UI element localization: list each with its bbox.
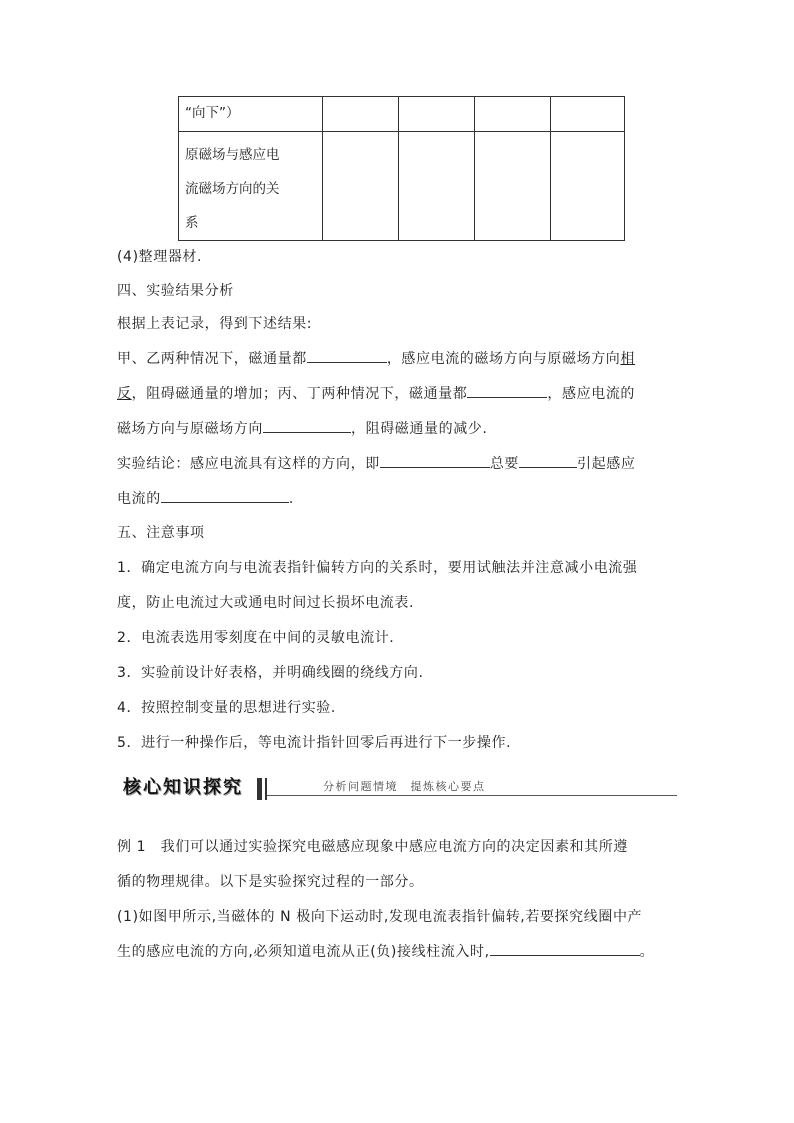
table-cell (551, 132, 625, 241)
note-4: 4．按照控制变量的思想进行实验. (117, 700, 336, 716)
example-text: 生的感应电流的方向,必须知道电流从正(负)接线柱流入时, (117, 944, 490, 960)
underlined-text: 相 (620, 351, 636, 367)
result-text: ，阻碍磁通量的减少. (351, 421, 488, 437)
fill-blank[interactable] (380, 453, 490, 468)
table-row2-label-line: 原磁场与感应电 (185, 147, 280, 163)
conclusion-text: . (288, 491, 294, 507)
section-banner (117, 776, 677, 802)
result-text: ，感应电流的 (547, 386, 636, 402)
fill-blank[interactable] (263, 418, 351, 433)
fill-blank[interactable] (467, 383, 547, 398)
table-cell (399, 97, 475, 132)
example-line-1: 例 1 我们可以通过实验探究电磁感应现象中感应电流方向的决定因素和其所遵 (117, 839, 628, 855)
table-cell (551, 97, 625, 132)
table-cell (475, 97, 551, 132)
section-5-title: 五、注意事项 (117, 525, 205, 541)
table-cell (323, 132, 399, 241)
banner-bar (257, 778, 262, 800)
conclusion-text: 总要 (489, 456, 520, 472)
conclusion-text: 电流的 (117, 491, 161, 507)
table-cell-row2-label (179, 132, 323, 241)
table-row2-label-line: 流磁场方向的关 (185, 181, 280, 197)
section-4-title: 四、实验结果分析 (117, 283, 234, 299)
record-table (178, 96, 625, 241)
note-3: 3．实验前设计好表格，并明确线圈的绕线方向. (117, 665, 424, 681)
banner-bar (265, 778, 267, 800)
conclusion-line-1 (117, 453, 635, 473)
note-1b: 度，防止电流过大或通电时间过长损坏电流表. (117, 595, 415, 611)
conclusion-line-2 (117, 488, 294, 508)
example-line-4 (117, 941, 654, 961)
conclusion-text: 引起感应 (577, 456, 636, 472)
result-line-1 (117, 348, 635, 368)
note-1a: 1．确定电流方向与电流表指针偏转方向的关系时，要用试触法并注意减小电流强 (117, 560, 638, 576)
fill-blank[interactable] (307, 348, 387, 363)
result-text: 甲、乙两种情况下，磁通量都 (117, 351, 307, 367)
note-5: 5．进行一种操作后，等电流计指针回零后再进行下一步操作. (117, 735, 512, 751)
fill-blank[interactable] (490, 941, 640, 956)
banner-rule (267, 795, 677, 796)
result-text: ，阻碍磁通量的增加；丙、丁两种情况下，磁通量都 (131, 386, 468, 402)
table-cell (399, 132, 475, 241)
step-4: (4)整理器材. (117, 249, 203, 265)
table-row1-label-text: “向下”） (185, 105, 240, 121)
example-line-3: (1)如图甲所示,当磁体的 N 极向下运动时,发现电流表指针偏转,若要探究线圈中产 (117, 909, 643, 925)
result-line-2 (117, 383, 635, 403)
example-text: 。 (639, 944, 655, 960)
fill-blank[interactable] (161, 488, 289, 503)
table-row2-label-line: 系 (185, 215, 199, 231)
result-line-3 (117, 418, 487, 438)
fill-blank[interactable] (519, 453, 577, 468)
banner-subtitle: 分析问题情境 提炼核心要点 (323, 780, 486, 793)
example-line-2: 循的物理规律。以下是实验探究过程的一部分。 (117, 874, 424, 890)
underlined-text: 反 (117, 386, 132, 402)
table-cell (323, 97, 399, 132)
conclusion-text: 实验结论：感应电流具有这样的方向，即 (117, 456, 380, 472)
banner-title: 核心知识探究 (117, 776, 271, 800)
table-cell-row1-label (179, 97, 323, 132)
result-text: 磁场方向与原磁场方向 (117, 421, 263, 437)
note-2: 2．电流表选用零刻度在中间的灵敏电流计. (117, 630, 395, 646)
result-intro: 根据上表记录，得到下述结果: (117, 316, 313, 332)
table-cell (475, 132, 551, 241)
result-text: ，感应电流的磁场方向与原磁场方向 (386, 351, 621, 367)
